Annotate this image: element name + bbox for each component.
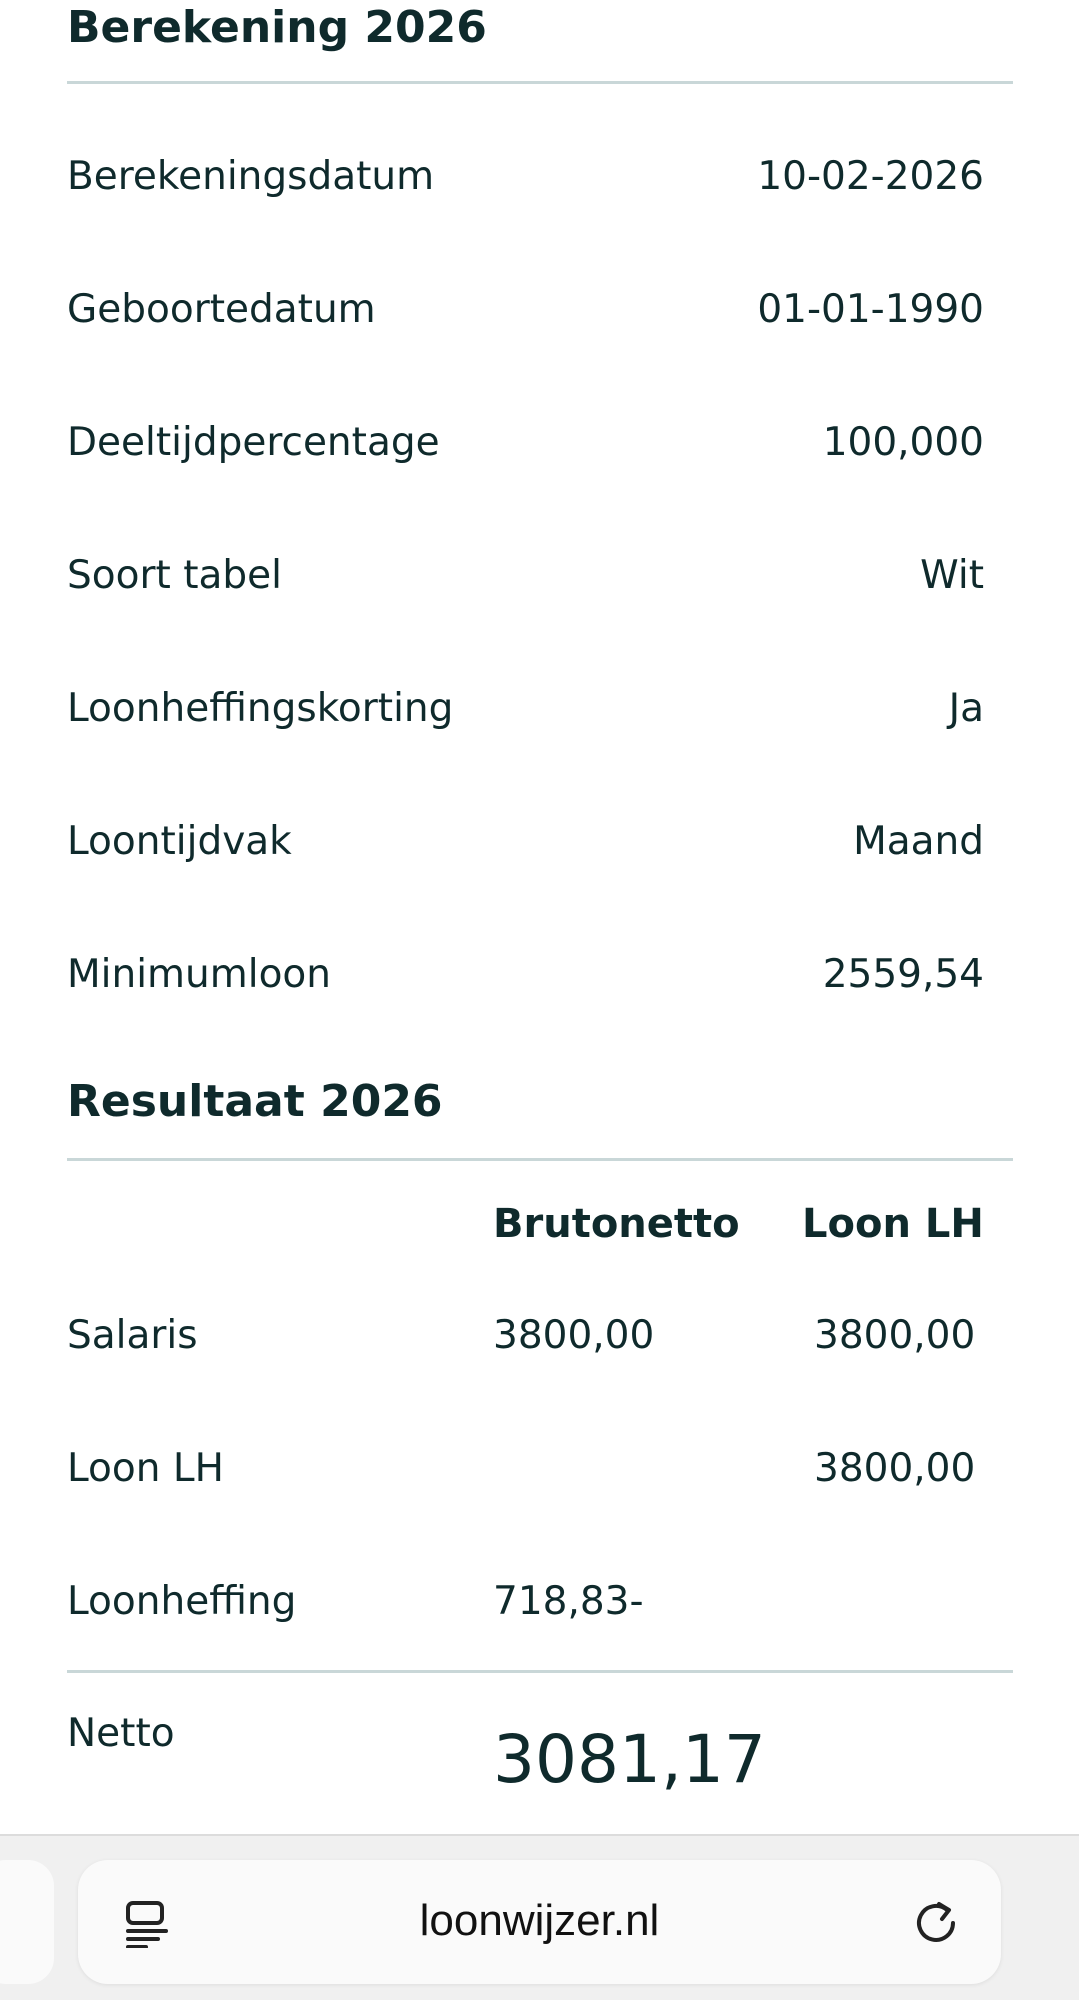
calculation-divider: [67, 81, 1013, 84]
netto-label: Netto: [67, 1711, 175, 1756]
row-value: Ja: [948, 685, 984, 731]
result-cell-loon-lh: 3800,00: [814, 1446, 976, 1491]
row-label: Geboortedatum: [67, 286, 376, 332]
column-header-brutonetto: Brutonetto: [493, 1201, 740, 1247]
reload-icon[interactable]: [909, 1896, 963, 1950]
column-header-loon-lh: Loon LH: [802, 1201, 984, 1247]
result-row-label-salaris: Salaris: [67, 1313, 198, 1358]
netto-value: 3081,17: [493, 1721, 766, 1798]
result-row-label-loonheffing: Loonheffing: [67, 1579, 297, 1624]
row-value: Maand: [853, 818, 984, 864]
row-deeltijdpercentage: [67, 412, 984, 472]
browser-bottom-bar: [0, 1834, 1079, 2000]
row-loonheffingskorting: [67, 678, 984, 738]
calculation-title: Berekening 2026: [67, 2, 487, 53]
previous-tab-preview[interactable]: [0, 1860, 54, 1984]
row-value: Wit: [920, 552, 984, 598]
row-label: Minimumloon: [67, 951, 332, 997]
url-text[interactable]: loonwijzer.nl: [419, 1896, 660, 1945]
row-value: 100,000: [822, 419, 984, 465]
row-label: Soort tabel: [67, 552, 282, 598]
netto-divider: [67, 1670, 1013, 1673]
result-title: Resultaat 2026: [67, 1076, 443, 1127]
row-label: Loonheffingskorting: [67, 685, 454, 731]
result-cell-brutonetto: 718,83-: [493, 1579, 644, 1624]
row-loontijdvak: [67, 811, 984, 871]
result-divider: [67, 1158, 1013, 1161]
row-label: Berekeningsdatum: [67, 153, 435, 199]
result-cell-loon-lh: 3800,00: [814, 1313, 976, 1358]
row-berekeningsdatum: [67, 146, 984, 206]
row-value: 2559,54: [822, 951, 984, 997]
row-minimumloon: [67, 944, 984, 1004]
address-bar[interactable]: [78, 1860, 1001, 1984]
result-row-label-loon-lh: Loon LH: [67, 1446, 224, 1491]
row-soort-tabel: [67, 545, 984, 605]
row-label: Loontijdvak: [67, 818, 292, 864]
result-cell-brutonetto: 3800,00: [493, 1313, 655, 1358]
row-geboortedatum: [67, 279, 984, 339]
row-value: 01-01-1990: [757, 286, 984, 332]
row-value: 10-02-2026: [757, 153, 984, 199]
row-label: Deeltijdpercentage: [67, 419, 440, 465]
